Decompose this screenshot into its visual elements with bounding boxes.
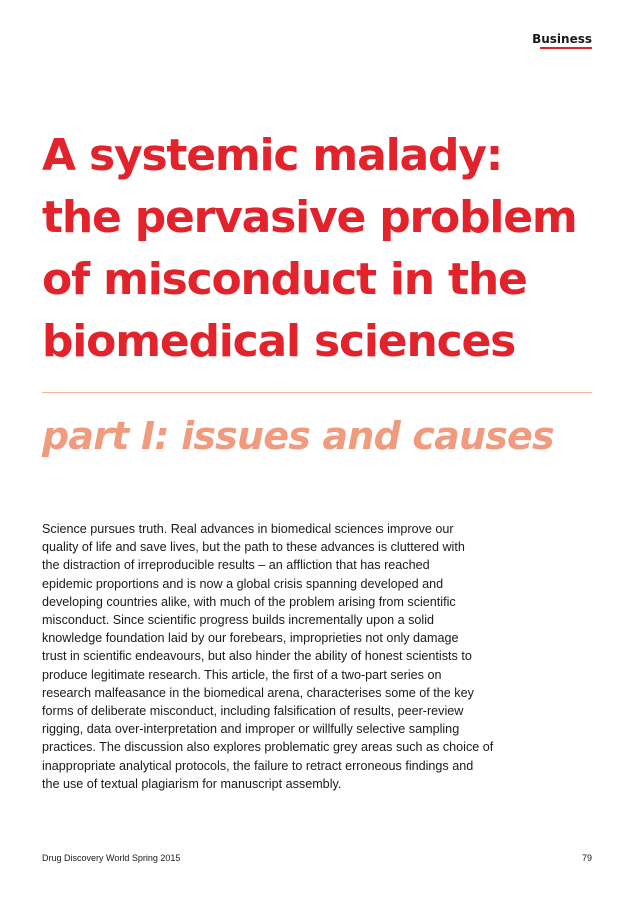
page-number: 79 (581, 853, 592, 863)
abstract-line: trust in scientific endeavours, but also hinder the ability of honest scientists to (42, 649, 472, 664)
abstract-line: produce legitimate research. This article, the first of a two-part series on (42, 667, 442, 682)
footer-publication: Drug Discovery World Spring 2015 (42, 853, 181, 863)
abstract-line: inappropriate analytical protocols, the failure to retract erroneous findings and (42, 758, 474, 773)
abstract-line: forms of deliberate misconduct, including falsification of results, peer-review (42, 704, 464, 719)
abstract-line: misconduct. Since scientific progress builds incrementally upon a solid (42, 613, 434, 628)
article-subtitle: part I: issues and causes (42, 414, 554, 458)
article-title (42, 125, 602, 373)
article-abstract (42, 520, 562, 793)
abstract-line: the distraction of irreproducible results – an affliction that has reached (42, 558, 430, 573)
abstract-line: developing countries alike, with much of the problem arising from scientific (42, 594, 456, 609)
abstract-line: epidemic proportions and is now a global crisis spanning developed and (42, 576, 444, 591)
abstract-line: research malfeasance in the biomedical arena, characterises some of the key (42, 685, 474, 700)
title-line: A systemic malady: (42, 130, 503, 181)
abstract-line: practices. The discussion also explores problematic grey areas such as choice of (42, 740, 494, 755)
title-line: biomedical sciences (42, 316, 516, 367)
title-divider (42, 392, 592, 393)
section-underline (540, 47, 592, 49)
title-line: of misconduct in the (42, 254, 527, 305)
title-line: the pervasive problem (42, 192, 577, 243)
abstract-line: Science pursues truth. Real advances in biomedical sciences improve our (42, 522, 454, 536)
section-label: Business (532, 32, 592, 46)
abstract-line: the use of textual plagiarism for manuscript assembly. (42, 776, 342, 791)
abstract-line: quality of life and save lives, but the path to these advances is cluttered with (42, 540, 465, 555)
abstract-line: knowledge foundation laid by our forebears, improprieties not only damage (42, 631, 459, 646)
abstract-line: rigging, data over-interpretation and improper or willfully selective sampling (42, 722, 460, 737)
